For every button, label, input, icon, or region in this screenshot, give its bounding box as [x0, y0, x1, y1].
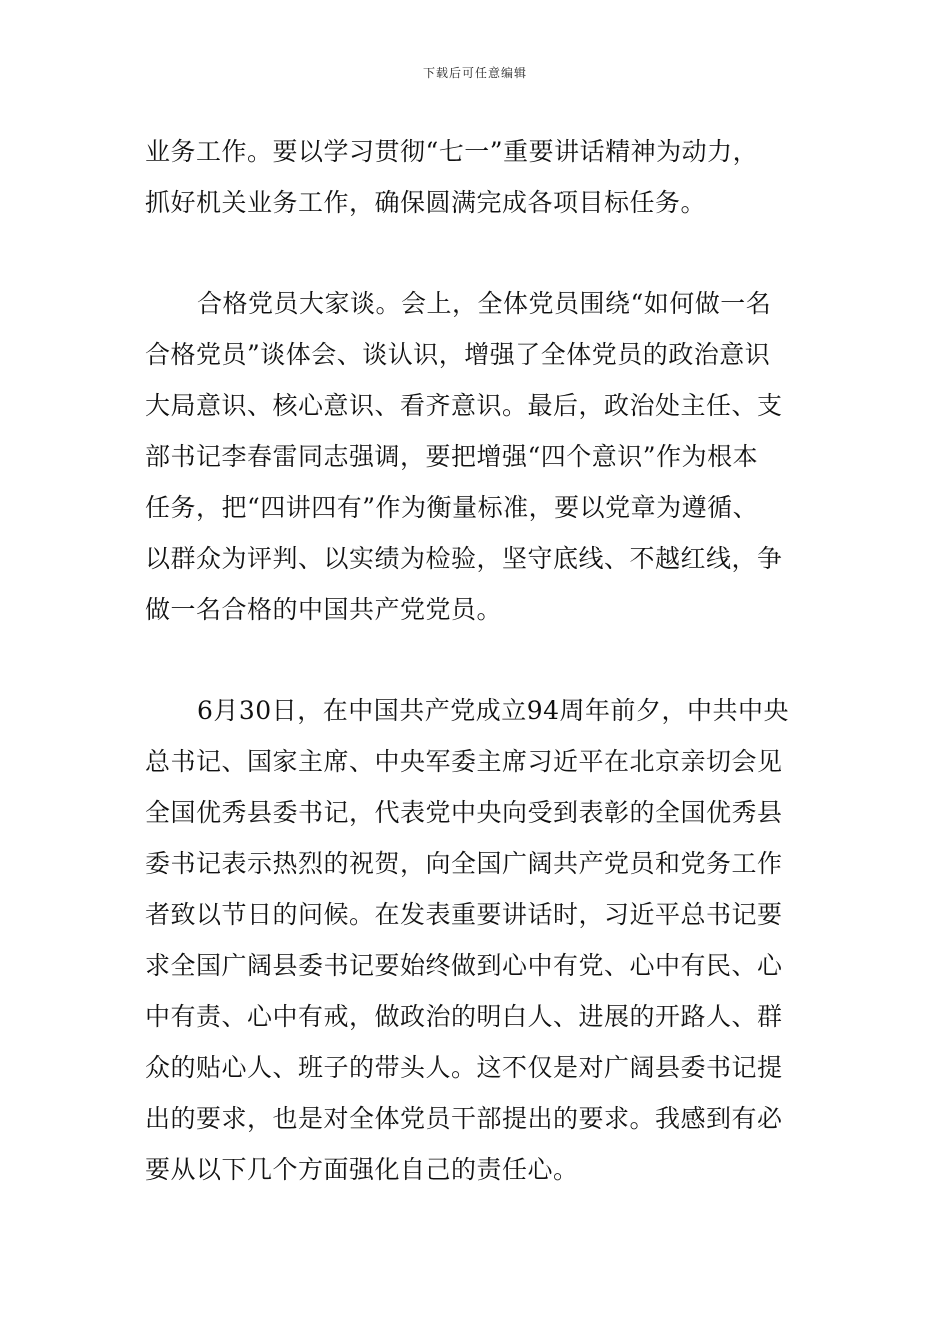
text-line: 业务工作。要以学习贯彻“七一”重要讲话精神为动力， [145, 137, 759, 166]
text-line: 中有责、心中有戒，做政治的明白人、进展的开路人、群 [145, 1002, 783, 1031]
text-line: 委书记表示热烈的祝贺，向全国广阔共产党员和党务工作 [145, 849, 783, 878]
text-line: 任务，把“四讲四有”作为衡量标准，要以党章为遵循、 [145, 493, 759, 522]
paragraph-2 [145, 278, 810, 635]
text-line: 部书记李春雷同志强调，要把增强“四个意识”作为根本 [145, 442, 759, 471]
text-line: 者致以节日的问候。在发表重要讲话时，习近平总书记要 [145, 900, 783, 929]
text-line: 6月30日，在中国共产党成立94周年前夕，中共中央 [197, 696, 790, 725]
text-line: 求全国广阔县委书记要始终做到心中有党、心中有民、心 [145, 951, 783, 980]
text-line: 出的要求，也是对全体党员干部提出的要求。我感到有必 [145, 1104, 783, 1133]
text-line: 众的贴心人、班子的带头人。这不仅是对广阔县委书记提 [145, 1053, 783, 1082]
document-body [145, 126, 810, 1195]
paragraph-3 [145, 685, 810, 1195]
text-line: 合格党员”谈体会、谈认识，增强了全体党员的政治意识 [145, 340, 771, 369]
text-line: 抓好机关业务工作，确保圆满完成各项目标任务。 [145, 188, 707, 217]
text-line: 要从以下几个方面强化自己的责任心。 [145, 1155, 579, 1184]
text-line: 合格党员大家谈。会上，全体党员围绕“如何做一名 [197, 289, 772, 318]
text-line: 全国优秀县委书记，代表党中央向受到表彰的全国优秀县 [145, 798, 783, 827]
text-line: 总书记、国家主席、中央军委主席习近平在北京亲切会见 [145, 747, 783, 776]
paragraph-1 [145, 126, 810, 228]
page-header: 下载后可任意编辑 [422, 66, 527, 80]
text-line: 大局意识、核心意识、看齐意识。最后，政治处主任、支 [145, 391, 783, 420]
text-line: 做一名合格的中国共产党党员。 [145, 595, 503, 624]
text-line: 以群众为评判、以实绩为检验，坚守底线、不越红线，争 [145, 544, 783, 573]
